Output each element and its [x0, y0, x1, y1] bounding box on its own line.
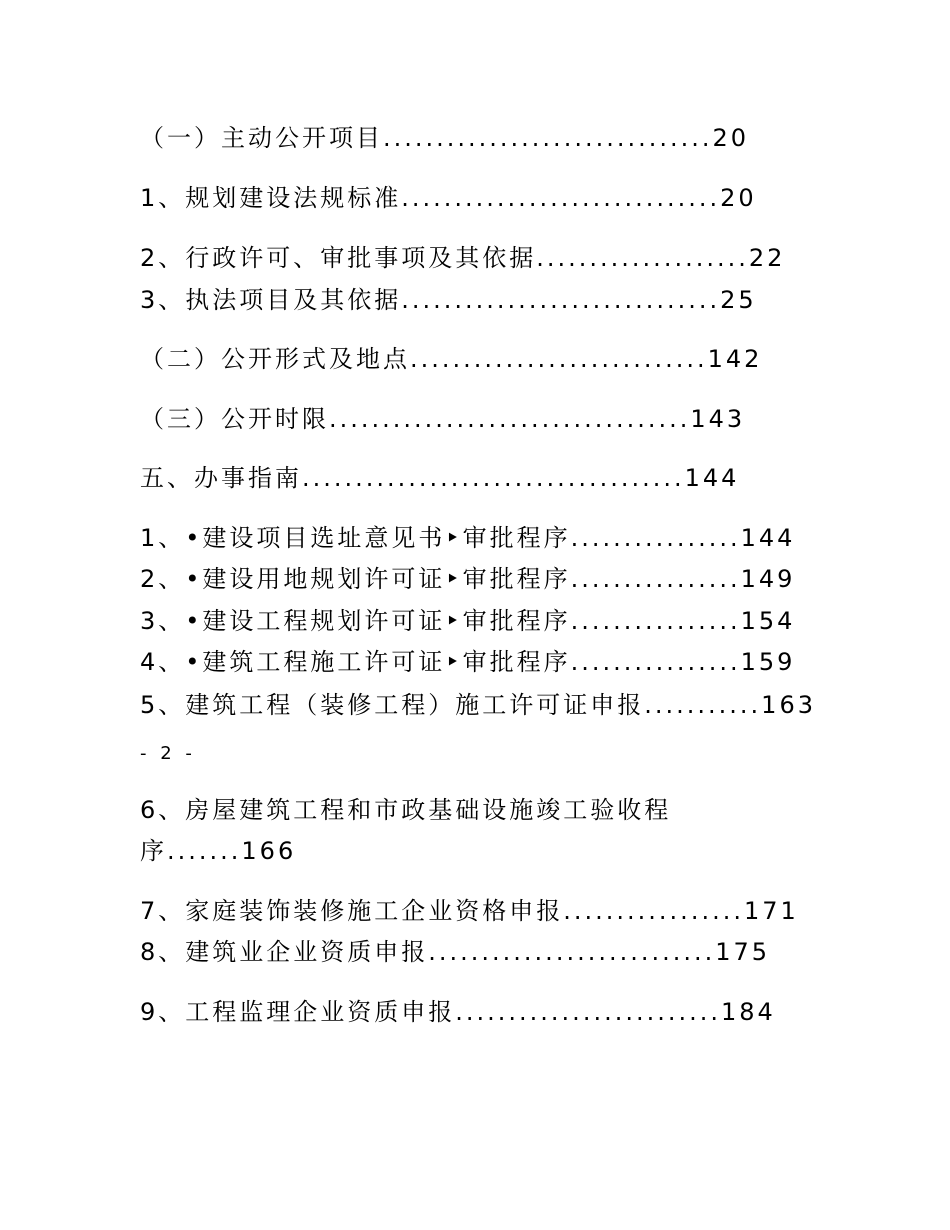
toc-entry: 6、房屋建筑工程和市政基础设施竣工验收程: [140, 796, 672, 824]
toc-entry: 2、•建设用地规划许可证‣审批程序................149: [140, 565, 796, 593]
toc-entry: 1、•建设项目选址意见书‣审批程序................144: [140, 524, 796, 552]
toc-entry: 7、家庭装饰装修施工企业资格申报.................171: [140, 897, 799, 925]
toc-entry: （一）主动公开项目...............................20: [140, 124, 750, 152]
page-number: - 2 -: [140, 743, 196, 764]
toc-entry: 5、建筑工程（装修工程）施工许可证申报...........163: [140, 691, 816, 719]
toc-entry: 序.......166: [140, 837, 297, 865]
toc-entry: 2、行政许可、审批事项及其依据....................22: [140, 244, 786, 272]
toc-entry: （三）公开时限..................................143: [140, 405, 746, 433]
toc-entry: （二）公开形式及地点............................142: [140, 345, 763, 373]
toc-entry: 3、•建设工程规划许可证‣审批程序................154: [140, 607, 796, 635]
toc-entry: 9、工程监理企业资质申报.........................184: [140, 998, 776, 1026]
toc-entry: 1、规划建设法规标准..............................20: [140, 184, 757, 212]
toc-entry: 8、建筑业企业资质申报...........................175: [140, 938, 771, 966]
toc-entry: 4、•建筑工程施工许可证‣审批程序................159: [140, 648, 796, 676]
toc-entry: 3、执法项目及其依据..............................25: [140, 286, 757, 314]
toc-entry: 五、办事指南....................................144: [140, 464, 740, 492]
